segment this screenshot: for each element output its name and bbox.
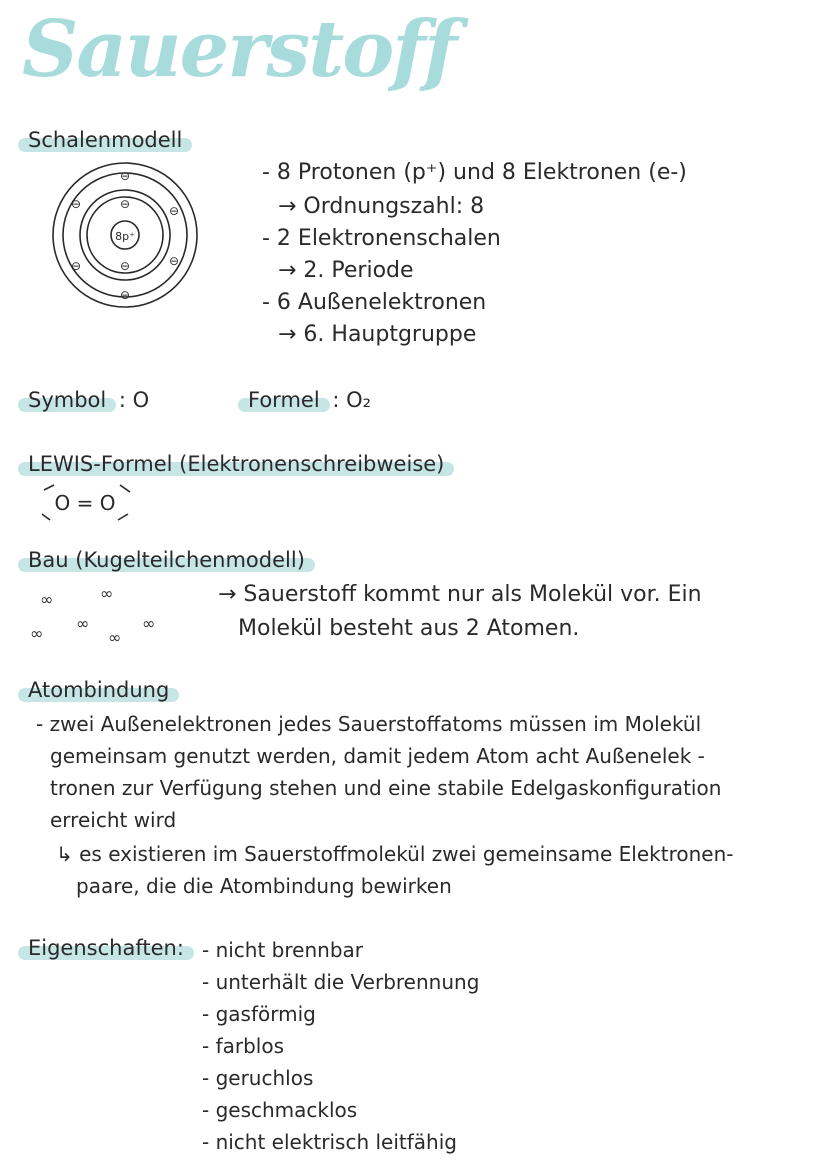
electron-icon: ⊖ (119, 288, 131, 302)
bau-heading-text: Bau (Kugelteilchenmodell) (24, 548, 311, 572)
eigenschaften-heading-text: Eigenschaften: (24, 936, 190, 960)
atombindung-line-4: erreicht wird (50, 808, 177, 832)
eigenschaft-item: - nicht elektrisch leitfähig (202, 1130, 457, 1154)
page-title: Sauerstoff (22, 4, 456, 95)
electron-icon: ⊖ (70, 259, 82, 273)
schalenmodell-heading (24, 128, 188, 152)
atombindung-line-3: tronen zur Verfügung stehen und eine stabile Edelgaskonfiguration (50, 776, 722, 800)
lewis-formula-text: O = O (54, 491, 116, 515)
electron-icon: ⊖ (119, 259, 131, 273)
molecule-icon: ∞ (142, 614, 156, 633)
atombindung-line-1: - zwei Außenelektronen jedes Sauerstoffatoms müssen im Molekül (36, 712, 702, 736)
symbol-value: : O (118, 388, 150, 412)
molecule-icon: ∞ (108, 628, 122, 647)
shell-model-diagram (50, 160, 200, 310)
schalen-line-5: - 6 Außenelektronen (262, 290, 487, 315)
electron-icon: ⊖ (119, 197, 131, 211)
electron-icon: ⊖ (168, 204, 180, 218)
formel-label: Formel (244, 388, 326, 412)
atombindung-line-2: gemeinsam genutzt werden, damit jedem Atom acht Außenelek - (50, 744, 705, 768)
eigenschaft-item: - farblos (202, 1034, 285, 1058)
formel-row (244, 388, 371, 412)
bau-line-2: Molekül besteht aus 2 Atomen. (238, 616, 580, 641)
molecule-icon: ∞ (100, 584, 114, 603)
molecule-icon: ∞ (76, 614, 90, 633)
nucleus-label: 8p⁺ (115, 230, 135, 243)
eigenschaft-item: - geschmacklos (202, 1098, 358, 1122)
symbol-row (24, 388, 149, 412)
schalen-line-1: - 8 Protonen (p⁺) und 8 Elektronen (e-) (262, 160, 687, 185)
molecule-icon: ∞ (30, 624, 44, 643)
electron-icon: ⊖ (119, 169, 131, 183)
schalen-line-2: → Ordnungszahl: 8 (278, 194, 485, 219)
schalen-line-3: - 2 Elektronenschalen (262, 226, 501, 251)
molecule-icon: ∞ (40, 590, 54, 609)
eigenschaften-heading (24, 936, 190, 960)
eigenschaft-item: - unterhält die Verbrennung (202, 970, 480, 994)
schalenmodell-heading-text: Schalenmodell (24, 128, 188, 152)
eigenschaft-item: - nicht brennbar (202, 938, 363, 962)
formel-value: : O₂ (332, 388, 372, 412)
schalen-line-4: → 2. Periode (278, 258, 414, 283)
atombindung-heading-text: Atombindung (24, 678, 175, 702)
atombindung-line-5: ↳ es existieren im Sauerstoffmolekül zwei gemeinsame Elektronen- (56, 842, 734, 866)
electron-icon: ⊖ (168, 254, 180, 268)
eigenschaft-item: - gasförmig (202, 1002, 316, 1026)
electron-icon: ⊖ (70, 197, 82, 211)
bau-line-1: → Sauerstoff kommt nur als Molekül vor. Ein (218, 582, 702, 607)
eigenschaft-item: - geruchlos (202, 1066, 314, 1090)
atombindung-line-6: paare, die die Atombindung bewirken (76, 874, 452, 898)
symbol-label: Symbol (24, 388, 112, 412)
lewis-formula (30, 480, 140, 529)
lewis-heading (24, 452, 450, 476)
bau-heading (24, 548, 311, 572)
lewis-structure-drawing (30, 480, 140, 524)
lewis-heading-text: LEWIS-Formel (Elektronenschreibweise) (24, 452, 450, 476)
schalen-line-6: → 6. Hauptgruppe (278, 322, 477, 347)
atombindung-heading (24, 678, 175, 702)
